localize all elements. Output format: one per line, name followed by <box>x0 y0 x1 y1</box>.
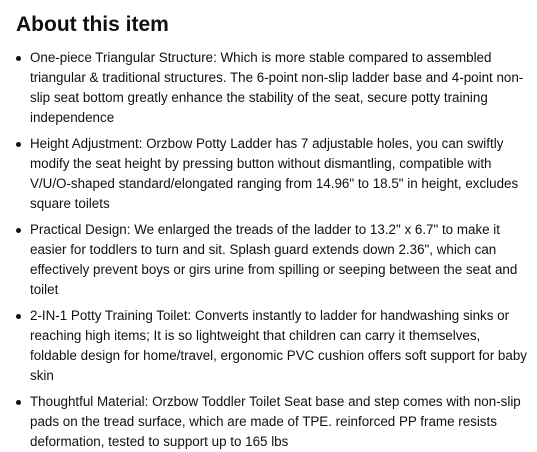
bullet-dot-icon <box>16 228 21 233</box>
feature-bullet-item <box>16 220 527 300</box>
feature-bullet-list <box>16 48 527 452</box>
feature-bullet-text: Practical Design: We enlarged the treads of the ladder to 13.2" x 6.7" to make it easier for toddlers to turn and sit. Splash guard extends down 2.36", which can effectively prevent boys or girs urine from spilling or seeping between the seat and toilet <box>30 222 518 297</box>
bullet-dot-icon <box>16 400 21 405</box>
feature-bullet-text: One-piece Triangular Structure: Which is more stable compared to assembled triangular & traditional structures. The 6-point non-slip ladder base and 4-point non-slip seat bottom greatly enhance the stability of the seat, secure potty training independence <box>30 50 524 125</box>
feature-bullet-item <box>16 306 527 386</box>
bullet-dot-icon <box>16 314 21 319</box>
bullet-dot-icon <box>16 56 21 61</box>
feature-bullet-item <box>16 392 527 452</box>
feature-bullet-item <box>16 134 527 214</box>
feature-bullet-text: Height Adjustment: Orzbow Potty Ladder has 7 adjustable holes, you can swiftly modify the seat height by pressing button without dismantling, compatible with V/U/O-shaped standard/elongated ranging from 14.96" to 18.5" in height, excludes square toilets <box>30 136 519 211</box>
feature-bullet-item <box>16 48 527 128</box>
feature-bullet-text: 2-IN-1 Potty Training Toilet: Converts instantly to ladder for handwashing sinks or reaching high items; It is so lightweight that children can carry it themselves, foldable design for home/travel, ergonomic PVC cushion offers soft support for baby skin <box>30 308 527 383</box>
bullet-dot-icon <box>16 142 21 147</box>
section-heading: About this item <box>16 13 169 36</box>
feature-bullet-text: Thoughtful Material: Orzbow Toddler Toilet Seat base and step comes with non-slip pads on the tread surface, which are made of TPE. reinforced PP frame resists deformation, tested to support up to 165 lbs <box>30 394 521 449</box>
